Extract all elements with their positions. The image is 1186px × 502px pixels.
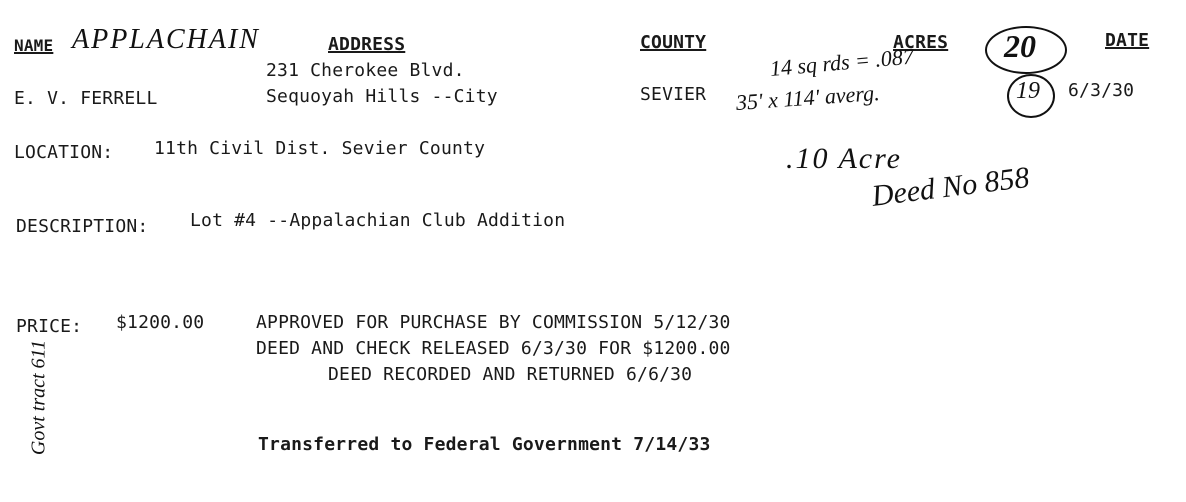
- approval-line-2: DEED AND CHECK RELEASED 6/3/30 FOR $1200.00: [256, 338, 731, 359]
- date-value: 6/3/30: [1068, 80, 1135, 101]
- address-line2: Sequoyah Hills --City: [266, 86, 498, 107]
- county-value: SEVIER: [640, 84, 707, 105]
- description-label: DESCRIPTION:: [16, 216, 149, 237]
- owner-name: E. V. FERRELL: [14, 88, 158, 109]
- acre-note: .10 Acre: [786, 142, 902, 175]
- margin-note: Govt tract 611: [27, 339, 50, 456]
- deed-note: Deed No 858: [869, 160, 1032, 213]
- acres-circled-value: 19: [1016, 78, 1040, 104]
- price-value: $1200.00: [116, 312, 205, 333]
- location-label: LOCATION:: [14, 142, 114, 163]
- description-value: Lot #4 --Appalachian Club Addition: [190, 210, 566, 231]
- address-header: ADDRESS: [328, 34, 406, 55]
- address-line1: 231 Cherokee Blvd.: [266, 60, 465, 81]
- price-label: PRICE:: [16, 316, 83, 337]
- approval-line-1: APPROVED FOR PURCHASE BY COMMISSION 5/12/30: [256, 312, 731, 333]
- acres-header: ACRES: [893, 32, 949, 53]
- name-header: NAME: [14, 36, 54, 55]
- acres-circled-top-value: 20: [1004, 28, 1036, 64]
- name-handwritten: APPLACHAIN: [72, 24, 260, 55]
- location-value: 11th Civil Dist. Sevier County: [154, 138, 486, 159]
- county-header: COUNTY: [640, 32, 707, 53]
- date-header: DATE: [1105, 30, 1150, 51]
- approval-line-3: DEED RECORDED AND RETURNED 6/6/30: [328, 364, 693, 385]
- acres-note-1: 14 sq rds = .087: [768, 43, 915, 81]
- transfer-line: Transferred to Federal Government 7/14/33: [258, 434, 711, 455]
- acres-note-2: 35' x 114' averg.: [735, 79, 881, 115]
